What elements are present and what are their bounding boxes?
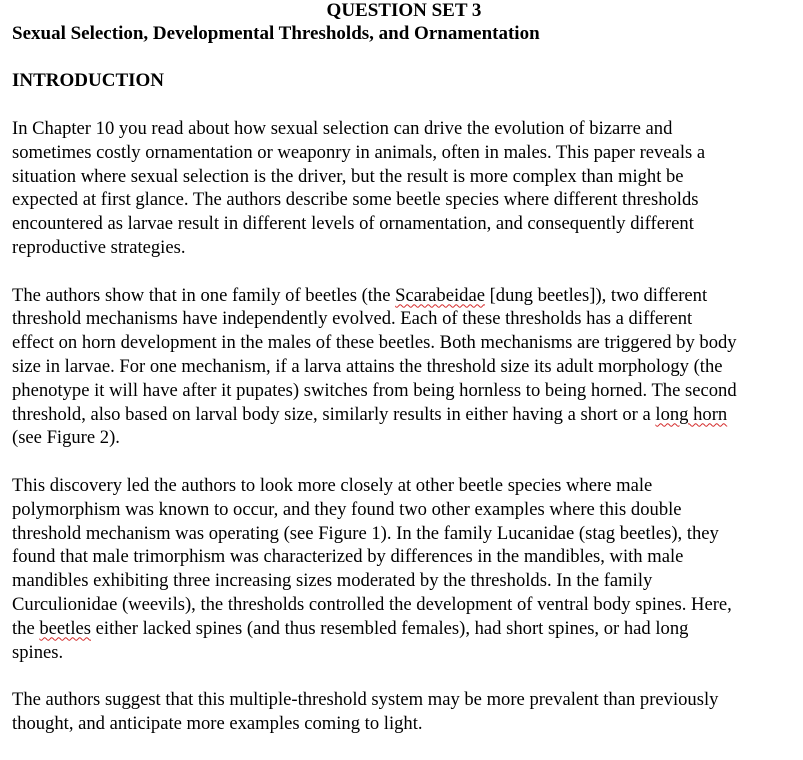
paragraph-3 (12, 474, 796, 664)
text-run: The authors show that in one family of beetles (the (12, 284, 396, 306)
paragraph-line: (see Figure 2). (12, 427, 120, 449)
paragraph-line: sometimes costly ornamentation or weaponry in animals, often in males. This paper reveals a (12, 141, 706, 163)
paragraph-line: mandibles exhibiting three increasing sizes moderated by the thresholds. In the family (12, 570, 653, 592)
document-subtitle: Sexual Selection, Developmental Thresholds, and Ornamentation (12, 23, 540, 44)
text-run: either lacked spines (and thus resembled females), had short spines, or had long (91, 617, 689, 639)
document-title: QUESTION SET 3 (326, 0, 482, 21)
spellcheck-word[interactable]: beetles (39, 617, 91, 639)
paragraph-line: found that male trimorphism was characterized by differences in the mandibles, with male (12, 546, 684, 568)
paragraph-line: threshold mechanisms have independently evolved. Each of these thresholds has a different (12, 308, 693, 330)
paragraph-line: This discovery led the authors to look more closely at other beetle species where male (12, 474, 653, 496)
paragraph-line: size in larvae. For one mechanism, if a larva attains the threshold size its adult morphology (the (12, 355, 723, 377)
paragraph-line: reproductive strategies. (12, 236, 186, 258)
paragraph-1 (12, 117, 796, 260)
paragraph-line: polymorphism was known to occur, and they found two other examples where this double (12, 498, 682, 520)
spellcheck-word[interactable]: Scarabeidae (395, 284, 485, 306)
paragraph-line: situation where sexual selection is the driver, but the result is more complex than might be (12, 165, 684, 187)
text-run: threshold, also based on larval body size, similarly results in either having a short or a (12, 403, 656, 425)
paragraph-line: spines. (12, 641, 64, 663)
paragraph-line: The authors suggest that this multiple-threshold system may be more prevalent than previously (12, 689, 719, 711)
spellcheck-word[interactable]: long horn (655, 403, 728, 425)
paragraph-line: threshold mechanism was operating (see Figure 1). In the family Lucanidae (stag beetles), they (12, 522, 719, 544)
document-page (12, 0, 796, 760)
paragraph-line: effect on horn development in the males of these beetles. Both mechanisms are triggered by body (12, 332, 737, 354)
paragraph-line: expected at first glance. The authors describe some beetle species where different thresholds (12, 189, 699, 211)
section-heading-introduction: INTRODUCTION (12, 70, 165, 91)
paragraph-line: Curculionidae (weevils), the thresholds controlled the development of ventral body spines. Here, (12, 593, 732, 615)
paragraph-line (12, 284, 796, 308)
paragraph-line (12, 617, 796, 641)
paragraph-line: phenotype it will have after it pupates) switches from being hornless to being horned. The second (12, 379, 737, 401)
paragraph-line: thought, and anticipate more examples coming to light. (12, 712, 423, 734)
text-run: [dung beetles]), two different (484, 284, 708, 306)
paragraph-line: encountered as larvae result in different levels of ornamentation, and consequently different (12, 213, 694, 235)
text-run: the (12, 617, 40, 639)
paragraph-4 (12, 688, 796, 736)
paragraph-2 (12, 284, 796, 451)
paragraph-line (12, 403, 796, 427)
paragraph-line: In Chapter 10 you read about how sexual selection can drive the evolution of bizarre and (12, 118, 673, 139)
